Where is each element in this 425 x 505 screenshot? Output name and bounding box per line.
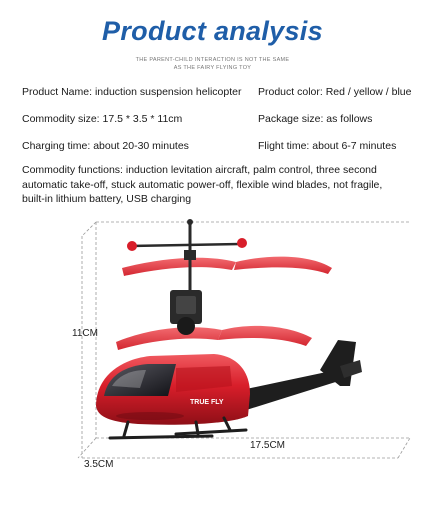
product-name-spec: Product Name: induction suspension helicopter	[22, 86, 242, 98]
flight-time-spec: Flight time: about 6-7 minutes	[258, 140, 397, 152]
subtitle-line-1: THE PARENT-CHILD INTERACTION IS NOT THE SAME	[135, 57, 290, 63]
body-decal-text: TRUE FLY	[190, 399, 224, 406]
lower-rotor	[116, 290, 312, 350]
product-color-spec: Product color: Red / yellow / blue	[258, 86, 412, 98]
length-dimension-label: 17.5CM	[250, 440, 286, 451]
upper-rotor	[122, 219, 332, 320]
commodity-size-spec: Commodity size: 17.5 * 3.5 * 11cm	[22, 113, 183, 125]
subtitle-line-2: AS THE FAIRY FLYING TOY	[173, 65, 252, 71]
helicopter-figure	[0, 210, 425, 500]
charging-time-spec: Charging time: about 20-30 minutes	[22, 140, 189, 152]
helicopter-illustration	[0, 210, 425, 500]
commodity-functions-text: Commodity functions: induction levitation aircraft, palm control, three second automatic take-off, stuck automatic power-off, flexible wind blades, not fragile, built-in lithium battery, USB charging	[22, 164, 383, 205]
helicopter-body	[96, 354, 250, 425]
helicopter-tail	[232, 340, 362, 412]
height-dimension-label: 11CM	[72, 328, 98, 339]
width-dimension-label: 3.5CM	[84, 459, 114, 470]
package-size-spec: Package size: as follows	[258, 113, 373, 125]
page-title: Product analysis	[102, 16, 323, 46]
